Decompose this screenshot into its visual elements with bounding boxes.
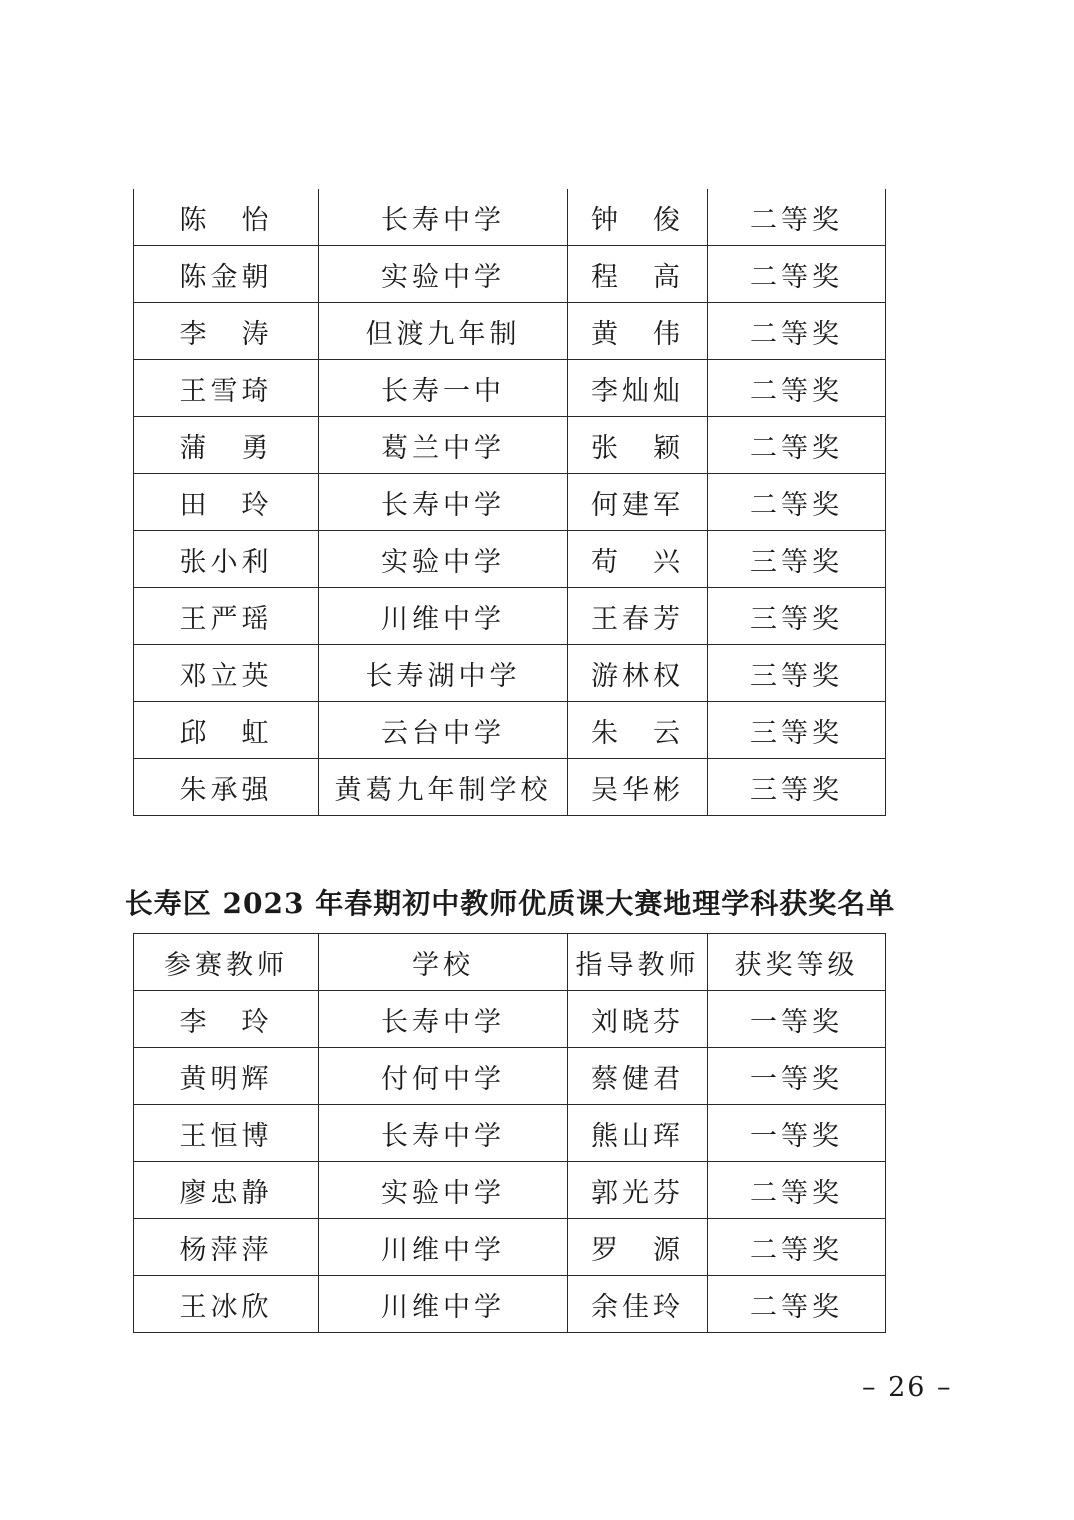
table-row	[134, 189, 886, 246]
contestant-cell: 廖忠静	[134, 1162, 319, 1219]
table-row	[134, 360, 886, 417]
award-cell: 二等奖	[708, 1219, 886, 1276]
award-cell: 三等奖	[708, 645, 886, 702]
school-cell: 川维中学	[319, 1276, 568, 1333]
award-cell: 二等奖	[708, 474, 886, 531]
contestant-cell: 李 涛	[134, 303, 319, 360]
advisor-cell: 郭光芬	[568, 1162, 708, 1219]
advisor-cell: 李灿灿	[568, 360, 708, 417]
school-cell: 黄葛九年制学校	[319, 759, 568, 816]
school-cell: 长寿一中	[319, 360, 568, 417]
advisor-cell: 钟 俊	[568, 189, 708, 246]
contestant-cell: 王冰欣	[134, 1276, 319, 1333]
contestant-cell: 黄明辉	[134, 1048, 319, 1105]
school-cell: 长寿中学	[319, 991, 568, 1048]
contestant-cell: 张小利	[134, 531, 319, 588]
geography-section-title: 长寿区 2023 年春期初中教师优质课大赛地理学科获奖名单	[124, 887, 896, 920]
contestant-cell: 陈 怡	[134, 189, 319, 246]
header-award-level: 获奖等级	[708, 934, 886, 991]
award-cell: 一等奖	[708, 1105, 886, 1162]
contestant-cell: 陈金朝	[134, 246, 319, 303]
advisor-cell: 张 颖	[568, 417, 708, 474]
award-cell: 三等奖	[708, 759, 886, 816]
award-cell: 二等奖	[708, 360, 886, 417]
advisor-cell: 吴华彬	[568, 759, 708, 816]
advisor-cell: 刘晓芬	[568, 991, 708, 1048]
school-cell: 川维中学	[319, 1219, 568, 1276]
award-cell: 二等奖	[708, 246, 886, 303]
advisor-cell: 朱 云	[568, 702, 708, 759]
table-row	[134, 246, 886, 303]
award-cell: 三等奖	[708, 702, 886, 759]
contestant-cell: 王恒博	[134, 1105, 319, 1162]
table-row	[134, 588, 886, 645]
school-cell: 葛兰中学	[319, 417, 568, 474]
contestant-cell: 邓立英	[134, 645, 319, 702]
contestant-cell: 李 玲	[134, 991, 319, 1048]
contestant-cell: 王雪琦	[134, 360, 319, 417]
advisor-cell: 罗 源	[568, 1219, 708, 1276]
table-row	[134, 1219, 886, 1276]
advisor-cell: 游林权	[568, 645, 708, 702]
school-cell: 长寿中学	[319, 189, 568, 246]
advisor-cell: 余佳玲	[568, 1276, 708, 1333]
table-row	[134, 474, 886, 531]
page-number: – 26 –	[862, 1372, 953, 1403]
contestant-cell: 王严瑶	[134, 588, 319, 645]
header-contestant: 参赛教师	[134, 934, 319, 991]
table-row	[134, 645, 886, 702]
header-school: 学校	[319, 934, 568, 991]
table-row	[134, 417, 886, 474]
geography-award-table	[133, 933, 886, 1333]
table-row	[134, 303, 886, 360]
school-cell: 实验中学	[319, 246, 568, 303]
award-cell: 一等奖	[708, 1048, 886, 1105]
header-advisor: 指导教师	[568, 934, 708, 991]
table-row	[134, 1276, 886, 1333]
table-row	[134, 1048, 886, 1105]
contestant-cell: 邱 虹	[134, 702, 319, 759]
advisor-cell: 王春芳	[568, 588, 708, 645]
advisor-cell: 熊山珲	[568, 1105, 708, 1162]
award-cell: 二等奖	[708, 1162, 886, 1219]
table-row	[134, 702, 886, 759]
advisor-cell: 何建军	[568, 474, 708, 531]
school-cell: 但渡九年制	[319, 303, 568, 360]
table-header-row	[134, 934, 886, 991]
table-row	[134, 1162, 886, 1219]
award-cell: 二等奖	[708, 303, 886, 360]
table-row	[134, 759, 886, 816]
school-cell: 实验中学	[319, 531, 568, 588]
school-cell: 云台中学	[319, 702, 568, 759]
table-row	[134, 991, 886, 1048]
table-row	[134, 1105, 886, 1162]
school-cell: 实验中学	[319, 1162, 568, 1219]
award-cell: 二等奖	[708, 417, 886, 474]
award-table-continued	[133, 189, 886, 816]
school-cell: 长寿中学	[319, 1105, 568, 1162]
award-cell: 三等奖	[708, 531, 886, 588]
contestant-cell: 田 玲	[134, 474, 319, 531]
contestant-cell: 朱承强	[134, 759, 319, 816]
advisor-cell: 苟 兴	[568, 531, 708, 588]
award-cell: 二等奖	[708, 189, 886, 246]
advisor-cell: 蔡健君	[568, 1048, 708, 1105]
advisor-cell: 程 高	[568, 246, 708, 303]
contestant-cell: 杨萍萍	[134, 1219, 319, 1276]
school-cell: 长寿湖中学	[319, 645, 568, 702]
school-cell: 长寿中学	[319, 474, 568, 531]
advisor-cell: 黄 伟	[568, 303, 708, 360]
award-cell: 二等奖	[708, 1276, 886, 1333]
award-cell: 三等奖	[708, 588, 886, 645]
school-cell: 付何中学	[319, 1048, 568, 1105]
school-cell: 川维中学	[319, 588, 568, 645]
contestant-cell: 蒲 勇	[134, 417, 319, 474]
award-cell: 一等奖	[708, 991, 886, 1048]
table-row	[134, 531, 886, 588]
